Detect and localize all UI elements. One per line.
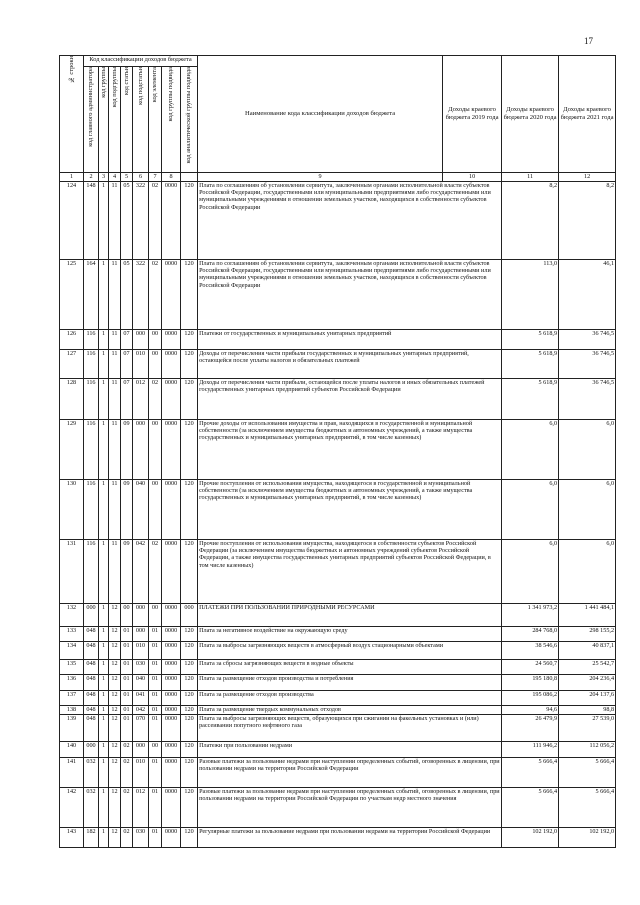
row-number-cell: 135 <box>60 660 84 675</box>
article-code-cell: 05 <box>121 260 133 330</box>
value-2019-cell: 6,0 <box>502 420 559 480</box>
admin-code-cell: 048 <box>84 706 99 715</box>
article-code-cell: 01 <box>121 715 133 742</box>
element-code-cell: 00 <box>149 480 162 540</box>
value-2020-cell: 25 542,7 <box>559 660 616 675</box>
admin-code-cell: 048 <box>84 626 99 641</box>
column-number: 3 <box>99 173 109 182</box>
row-number-cell: 134 <box>60 642 84 660</box>
subarticle-code-cell: 000 <box>133 604 149 627</box>
revenue-name-cell: Плата за сбросы загрязняющих веществ в водные объекты <box>198 660 502 675</box>
article-code-cell: 01 <box>121 706 133 715</box>
subtype-group-code-cell: 0000 <box>162 642 181 660</box>
header-code-element: код элемента <box>149 67 162 173</box>
group-code-cell: 1 <box>99 690 109 705</box>
revenue-name-cell: Платежи от государственных и муниципальных унитарных предприятий <box>198 330 502 350</box>
subarticle-code-cell: 010 <box>133 350 149 379</box>
group-code-cell: 1 <box>99 827 109 847</box>
table-row <box>60 540 616 604</box>
subgroup-code-cell: 11 <box>109 480 121 540</box>
subtype-group-code-cell: 0000 <box>162 827 181 847</box>
article-code-cell: 00 <box>121 604 133 627</box>
admin-code-cell: 048 <box>84 675 99 690</box>
subtype-group-code-cell: 0000 <box>162 742 181 757</box>
article-code-cell: 02 <box>121 742 133 757</box>
analytic-group-code-cell: 120 <box>181 706 198 715</box>
subarticle-code-cell: 012 <box>133 379 149 420</box>
subgroup-code-cell: 12 <box>109 604 121 627</box>
subtype-group-code-cell: 0000 <box>162 330 181 350</box>
value-2020-cell: 102 192,0 <box>559 827 616 847</box>
row-number-cell: 137 <box>60 690 84 705</box>
subarticle-code-cell: 042 <box>133 706 149 715</box>
analytic-group-code-cell: 120 <box>181 260 198 330</box>
revenue-name-cell: Плата за негативное воздействие на окружающую среду <box>198 626 502 641</box>
admin-code-cell: 048 <box>84 715 99 742</box>
value-2019-cell: 94,6 <box>502 706 559 715</box>
column-number: 7 <box>149 173 162 182</box>
revenue-name-cell: Разовые платежи за пользование недрами при наступлении определенных событий, оговоренных в лицензии, при пользовании недрами на территории Российской Федерации по участкам недр местного значения <box>198 787 502 827</box>
value-2019-cell: 113,0 <box>502 260 559 330</box>
element-code-cell: 01 <box>149 660 162 675</box>
subarticle-code-cell: 041 <box>133 690 149 705</box>
column-number <box>181 173 198 182</box>
revenue-name-cell: Разовые платежи за пользование недрами при наступлении определенных событий, оговоренных в лицензии, при пользовании недрами на территории Российской Федерации <box>198 757 502 787</box>
group-code-cell: 1 <box>99 260 109 330</box>
admin-code-cell: 000 <box>84 742 99 757</box>
value-2020-cell: 8,2 <box>559 182 616 260</box>
subgroup-code-cell: 12 <box>109 787 121 827</box>
analytic-group-code-cell: 120 <box>181 827 198 847</box>
revenue-name-cell: Плата по соглашениям об установлении сервитута, заключенным органами исполнительной власти субъектов Российской Федерации, государственными или муниципальными предприятиями либо государственными или муниципальными учреждениями в отношении земельных участков, находящихся в собственности субъектов Российской Федерации <box>198 260 502 330</box>
group-code-cell: 1 <box>99 626 109 641</box>
group-code-cell: 1 <box>99 660 109 675</box>
value-2019-cell: 6,0 <box>502 540 559 604</box>
value-2019-cell: 195 086,2 <box>502 690 559 705</box>
value-2020-cell: 204 236,4 <box>559 675 616 690</box>
article-code-cell: 02 <box>121 757 133 787</box>
subarticle-code-cell: 000 <box>133 330 149 350</box>
element-code-cell: 01 <box>149 715 162 742</box>
subtype-group-code-cell: 0000 <box>162 675 181 690</box>
article-code-cell: 07 <box>121 379 133 420</box>
header-code-admin: код главного администратора <box>84 67 99 173</box>
group-code-cell: 1 <box>99 350 109 379</box>
group-code-cell: 1 <box>99 706 109 715</box>
row-number-cell: 141 <box>60 757 84 787</box>
row-number-cell: 127 <box>60 350 84 379</box>
table-row <box>60 626 616 641</box>
revenue-name-cell: Прочие поступления от использования имущества, находящегося в государственной и муниципальной собственности (за исключением имущества бюджетных и автономных учреждений, а также имущества государственных и муниципальных унитарных предприятий, в том числе казенных) <box>198 480 502 540</box>
element-code-cell: 02 <box>149 260 162 330</box>
value-2020-cell: 1 441 484,1 <box>559 604 616 627</box>
value-2020-cell: 27 539,0 <box>559 715 616 742</box>
value-2020-cell: 36 746,5 <box>559 379 616 420</box>
subgroup-code-cell: 12 <box>109 675 121 690</box>
header-2019: Доходы краевого бюджета 2019 года <box>443 56 502 173</box>
admin-code-cell: 116 <box>84 540 99 604</box>
table-row <box>60 715 616 742</box>
subgroup-code-cell: 12 <box>109 642 121 660</box>
header-classification-group: Код классификации доходов бюджета <box>84 56 198 67</box>
row-number-cell: 129 <box>60 420 84 480</box>
revenue-name-cell: Плата за размещение отходов производства <box>198 690 502 705</box>
table-row <box>60 420 616 480</box>
admin-code-cell: 164 <box>84 260 99 330</box>
subtype-group-code-cell: 0000 <box>162 604 181 627</box>
analytic-group-code-cell: 120 <box>181 757 198 787</box>
value-2020-cell: 36 746,5 <box>559 350 616 379</box>
table-header <box>60 56 616 182</box>
row-number-cell: 138 <box>60 706 84 715</box>
subtype-group-code-cell: 0000 <box>162 660 181 675</box>
revenue-name-cell: Доходы от перечисления части прибыли государственных и муниципальных унитарных предприятий, остающейся после уплаты налогов и обязательных платежей <box>198 350 502 379</box>
header-row-number: № строки <box>60 56 84 173</box>
row-number-cell: 131 <box>60 540 84 604</box>
subgroup-code-cell: 12 <box>109 742 121 757</box>
subarticle-code-cell: 000 <box>133 742 149 757</box>
analytic-group-code-cell: 120 <box>181 675 198 690</box>
subarticle-code-cell: 040 <box>133 480 149 540</box>
subgroup-code-cell: 12 <box>109 827 121 847</box>
article-code-cell: 01 <box>121 642 133 660</box>
analytic-group-code-cell: 120 <box>181 787 198 827</box>
revenue-name-cell: Плата по соглашениям об установлении сервитута, заключенным органами исполнительной власти субъектов Российской Федерации, государственными или муниципальными предприятиями либо государственными или муниципальными учреждениями в отношении земельных участков, находящихся в собственности субъектов Российской Федерации <box>198 182 502 260</box>
header-code-subtype-group: код группы подвида <box>162 67 181 173</box>
group-code-cell: 1 <box>99 715 109 742</box>
column-number: 10 <box>443 173 502 182</box>
admin-code-cell: 116 <box>84 379 99 420</box>
element-code-cell: 02 <box>149 540 162 604</box>
value-2020-cell: 98,8 <box>559 706 616 715</box>
subtype-group-code-cell: 0000 <box>162 706 181 715</box>
row-number-cell: 136 <box>60 675 84 690</box>
column-number: 4 <box>109 173 121 182</box>
analytic-group-code-cell: 120 <box>181 660 198 675</box>
value-2020-cell: 6,0 <box>559 540 616 604</box>
subarticle-code-cell: 322 <box>133 182 149 260</box>
analytic-group-code-cell: 120 <box>181 626 198 641</box>
table-row <box>60 642 616 660</box>
group-code-cell: 1 <box>99 675 109 690</box>
article-code-cell: 07 <box>121 330 133 350</box>
element-code-cell: 01 <box>149 757 162 787</box>
row-number-cell: 124 <box>60 182 84 260</box>
element-code-cell: 00 <box>149 742 162 757</box>
subarticle-code-cell: 070 <box>133 715 149 742</box>
group-code-cell: 1 <box>99 642 109 660</box>
subtype-group-code-cell: 0000 <box>162 540 181 604</box>
table-row <box>60 260 616 330</box>
value-2019-cell: 111 946,2 <box>502 742 559 757</box>
group-code-cell: 1 <box>99 787 109 827</box>
subgroup-code-cell: 11 <box>109 540 121 604</box>
value-2019-cell: 5 618,9 <box>502 350 559 379</box>
admin-code-cell: 116 <box>84 330 99 350</box>
element-code-cell: 00 <box>149 350 162 379</box>
row-number-cell: 143 <box>60 827 84 847</box>
value-2019-cell: 195 180,8 <box>502 675 559 690</box>
analytic-group-code-cell: 120 <box>181 420 198 480</box>
value-2020-cell: 40 837,1 <box>559 642 616 660</box>
table-row <box>60 787 616 827</box>
element-code-cell: 01 <box>149 626 162 641</box>
subarticle-code-cell: 040 <box>133 675 149 690</box>
article-code-cell: 01 <box>121 675 133 690</box>
analytic-group-code-cell: 120 <box>181 480 198 540</box>
admin-code-cell: 032 <box>84 757 99 787</box>
article-code-cell: 09 <box>121 540 133 604</box>
admin-code-cell: 048 <box>84 642 99 660</box>
value-2019-cell: 26 479,9 <box>502 715 559 742</box>
table-row <box>60 706 616 715</box>
element-code-cell: 02 <box>149 379 162 420</box>
column-number: 1 <box>60 173 84 182</box>
value-2020-cell: 298 155,2 <box>559 626 616 641</box>
table-row <box>60 379 616 420</box>
article-code-cell: 01 <box>121 660 133 675</box>
subtype-group-code-cell: 0000 <box>162 690 181 705</box>
admin-code-cell: 048 <box>84 660 99 675</box>
value-2020-cell: 36 746,5 <box>559 330 616 350</box>
group-code-cell: 1 <box>99 604 109 627</box>
subarticle-code-cell: 000 <box>133 626 149 641</box>
table-row <box>60 660 616 675</box>
analytic-group-code-cell: 120 <box>181 690 198 705</box>
subgroup-code-cell: 11 <box>109 260 121 330</box>
group-code-cell: 1 <box>99 420 109 480</box>
header-code-article: код статьи <box>121 67 133 173</box>
value-2019-cell: 38 546,6 <box>502 642 559 660</box>
admin-code-cell: 116 <box>84 350 99 379</box>
subarticle-code-cell: 010 <box>133 642 149 660</box>
subgroup-code-cell: 11 <box>109 350 121 379</box>
value-2019-cell: 5 618,9 <box>502 330 559 350</box>
value-2020-cell: 204 137,6 <box>559 690 616 705</box>
table-row <box>60 742 616 757</box>
subarticle-code-cell: 042 <box>133 540 149 604</box>
article-code-cell: 01 <box>121 690 133 705</box>
value-2019-cell: 24 560,7 <box>502 660 559 675</box>
admin-code-cell: 148 <box>84 182 99 260</box>
value-2020-cell: 112 056,2 <box>559 742 616 757</box>
subtype-group-code-cell: 0000 <box>162 757 181 787</box>
group-code-cell: 1 <box>99 379 109 420</box>
group-code-cell: 1 <box>99 757 109 787</box>
revenue-name-cell: Плата за размещение отходов производства и потребления <box>198 675 502 690</box>
subtype-group-code-cell: 0000 <box>162 379 181 420</box>
subtype-group-code-cell: 0000 <box>162 480 181 540</box>
table-row <box>60 757 616 787</box>
subarticle-code-cell: 012 <box>133 787 149 827</box>
subtype-group-code-cell: 0000 <box>162 715 181 742</box>
revenue-name-cell: Платежи при пользовании недрами <box>198 742 502 757</box>
value-2019-cell: 8,2 <box>502 182 559 260</box>
revenue-name-cell: Регулярные платежи за пользование недрами при пользовании недрами на территории Российской Федерации <box>198 827 502 847</box>
article-code-cell: 09 <box>121 480 133 540</box>
value-2020-cell: 46,1 <box>559 260 616 330</box>
value-2019-cell: 102 192,0 <box>502 827 559 847</box>
analytic-group-code-cell: 120 <box>181 350 198 379</box>
article-code-cell: 07 <box>121 350 133 379</box>
subarticle-code-cell: 000 <box>133 420 149 480</box>
value-2020-cell: 6,0 <box>559 480 616 540</box>
admin-code-cell: 032 <box>84 787 99 827</box>
element-code-cell: 01 <box>149 690 162 705</box>
subarticle-code-cell: 030 <box>133 660 149 675</box>
admin-code-cell: 048 <box>84 690 99 705</box>
analytic-group-code-cell: 120 <box>181 379 198 420</box>
value-2019-cell: 5 666,4 <box>502 787 559 827</box>
value-2019-cell: 1 341 973,2 <box>502 604 559 627</box>
header-2020: Доходы краевого бюджета 2020 года <box>502 56 559 173</box>
subarticle-code-cell: 010 <box>133 757 149 787</box>
subgroup-code-cell: 12 <box>109 626 121 641</box>
article-code-cell: 09 <box>121 420 133 480</box>
revenue-name-cell: Плата за выбросы загрязняющих веществ, образующихся при сжигании на факельных установках и (или) рассеивании попутного нефтяного газа <box>198 715 502 742</box>
value-2019-cell: 5 666,4 <box>502 757 559 787</box>
header-code-analytic-group: код аналитической группы подвида <box>181 67 198 173</box>
group-code-cell: 1 <box>99 330 109 350</box>
column-number: 2 <box>84 173 99 182</box>
value-2020-cell: 5 666,4 <box>559 757 616 787</box>
column-number: 12 <box>559 173 616 182</box>
revenue-name-cell: Прочие доходы от использования имущества и прав, находящихся в государственной и муниципальной собственности (за исключением имущества бюджетных и автономных учреждений, а также имущества государственных и муниципальных унитарных предприятий, в том числе казенных) <box>198 420 502 480</box>
row-number-cell: 130 <box>60 480 84 540</box>
row-number-cell: 132 <box>60 604 84 627</box>
table-row <box>60 330 616 350</box>
admin-code-cell: 116 <box>84 420 99 480</box>
subgroup-code-cell: 12 <box>109 660 121 675</box>
row-number-cell: 125 <box>60 260 84 330</box>
row-number-cell: 139 <box>60 715 84 742</box>
group-code-cell: 1 <box>99 480 109 540</box>
article-code-cell: 05 <box>121 182 133 260</box>
row-number-cell: 133 <box>60 626 84 641</box>
row-number-cell: 142 <box>60 787 84 827</box>
subtype-group-code-cell: 0000 <box>162 420 181 480</box>
revenue-name-cell: Плата за выбросы загрязняющих веществ в атмосферный воздух стационарными объектами <box>198 642 502 660</box>
analytic-group-code-cell: 120 <box>181 540 198 604</box>
column-numbers-row <box>60 173 616 182</box>
revenue-name-cell: Плата за размещение твердых коммунальных отходов <box>198 706 502 715</box>
column-number: 5 <box>121 173 133 182</box>
admin-code-cell: 116 <box>84 480 99 540</box>
budget-revenue-table <box>59 55 616 848</box>
subgroup-code-cell: 11 <box>109 379 121 420</box>
subtype-group-code-cell: 0000 <box>162 260 181 330</box>
value-2020-cell: 5 666,4 <box>559 787 616 827</box>
table-row <box>60 827 616 847</box>
subgroup-code-cell: 12 <box>109 757 121 787</box>
element-code-cell: 00 <box>149 604 162 627</box>
element-code-cell: 00 <box>149 420 162 480</box>
group-code-cell: 1 <box>99 182 109 260</box>
subgroup-code-cell: 11 <box>109 420 121 480</box>
element-code-cell: 01 <box>149 787 162 827</box>
table-body <box>60 182 616 848</box>
subarticle-code-cell: 030 <box>133 827 149 847</box>
header-2021: Доходы краевого бюджета 2021 года <box>559 56 616 173</box>
analytic-group-code-cell: 120 <box>181 642 198 660</box>
article-code-cell: 01 <box>121 626 133 641</box>
column-number: 6 <box>133 173 149 182</box>
subarticle-code-cell: 322 <box>133 260 149 330</box>
group-code-cell: 1 <box>99 742 109 757</box>
header-code-subarticle: код подстатьи <box>133 67 149 173</box>
subgroup-code-cell: 11 <box>109 330 121 350</box>
subgroup-code-cell: 11 <box>109 182 121 260</box>
subtype-group-code-cell: 0000 <box>162 182 181 260</box>
table-row <box>60 182 616 260</box>
column-number: 11 <box>502 173 559 182</box>
page-number: 17 <box>584 36 593 46</box>
analytic-group-code-cell: 120 <box>181 742 198 757</box>
analytic-group-code-cell: 000 <box>181 604 198 627</box>
table-row <box>60 480 616 540</box>
table-row <box>60 675 616 690</box>
analytic-group-code-cell: 120 <box>181 182 198 260</box>
table-row <box>60 350 616 379</box>
row-number-cell: 126 <box>60 330 84 350</box>
revenue-name-cell: ПЛАТЕЖИ ПРИ ПОЛЬЗОВАНИИ ПРИРОДНЫМИ РЕСУРСАМИ <box>198 604 502 627</box>
subgroup-code-cell: 12 <box>109 715 121 742</box>
admin-code-cell: 182 <box>84 827 99 847</box>
row-number-cell: 140 <box>60 742 84 757</box>
value-2019-cell: 6,0 <box>502 480 559 540</box>
subtype-group-code-cell: 0000 <box>162 787 181 827</box>
subtype-group-code-cell: 0000 <box>162 626 181 641</box>
header-name: Наименование кода классификации доходов бюджета <box>198 56 443 173</box>
element-code-cell: 01 <box>149 706 162 715</box>
analytic-group-code-cell: 120 <box>181 330 198 350</box>
group-code-cell: 1 <box>99 540 109 604</box>
analytic-group-code-cell: 120 <box>181 715 198 742</box>
table-row <box>60 604 616 627</box>
revenue-name-cell: Прочие поступления от использования имущества, находящегося в собственности субъектов Российской Федерации (за исключением имущества бюджетных и автономных учреждений субъектов Российской Федерации, а также имущества государственных унитарных предприятий субъектов Российской Федерации, в том числе казенных) <box>198 540 502 604</box>
column-number: 8 <box>162 173 181 182</box>
revenue-name-cell: Доходы от перечисления части прибыли, остающейся после уплаты налогов и иных обязательных платежей государственных унитарных предприятий субъектов Российской Федерации <box>198 379 502 420</box>
element-code-cell: 00 <box>149 330 162 350</box>
row-number-cell: 128 <box>60 379 84 420</box>
admin-code-cell: 000 <box>84 604 99 627</box>
value-2020-cell: 6,0 <box>559 420 616 480</box>
element-code-cell: 01 <box>149 642 162 660</box>
table-row <box>60 690 616 705</box>
value-2019-cell: 5 618,9 <box>502 379 559 420</box>
article-code-cell: 02 <box>121 827 133 847</box>
header-code-subgroup: код подгруппы <box>109 67 121 173</box>
subtype-group-code-cell: 0000 <box>162 350 181 379</box>
subgroup-code-cell: 12 <box>109 690 121 705</box>
article-code-cell: 02 <box>121 787 133 827</box>
column-number: 9 <box>198 173 443 182</box>
element-code-cell: 01 <box>149 675 162 690</box>
element-code-cell: 01 <box>149 827 162 847</box>
element-code-cell: 02 <box>149 182 162 260</box>
value-2019-cell: 284 768,0 <box>502 626 559 641</box>
header-code-group: код группы <box>99 67 109 173</box>
subgroup-code-cell: 12 <box>109 706 121 715</box>
